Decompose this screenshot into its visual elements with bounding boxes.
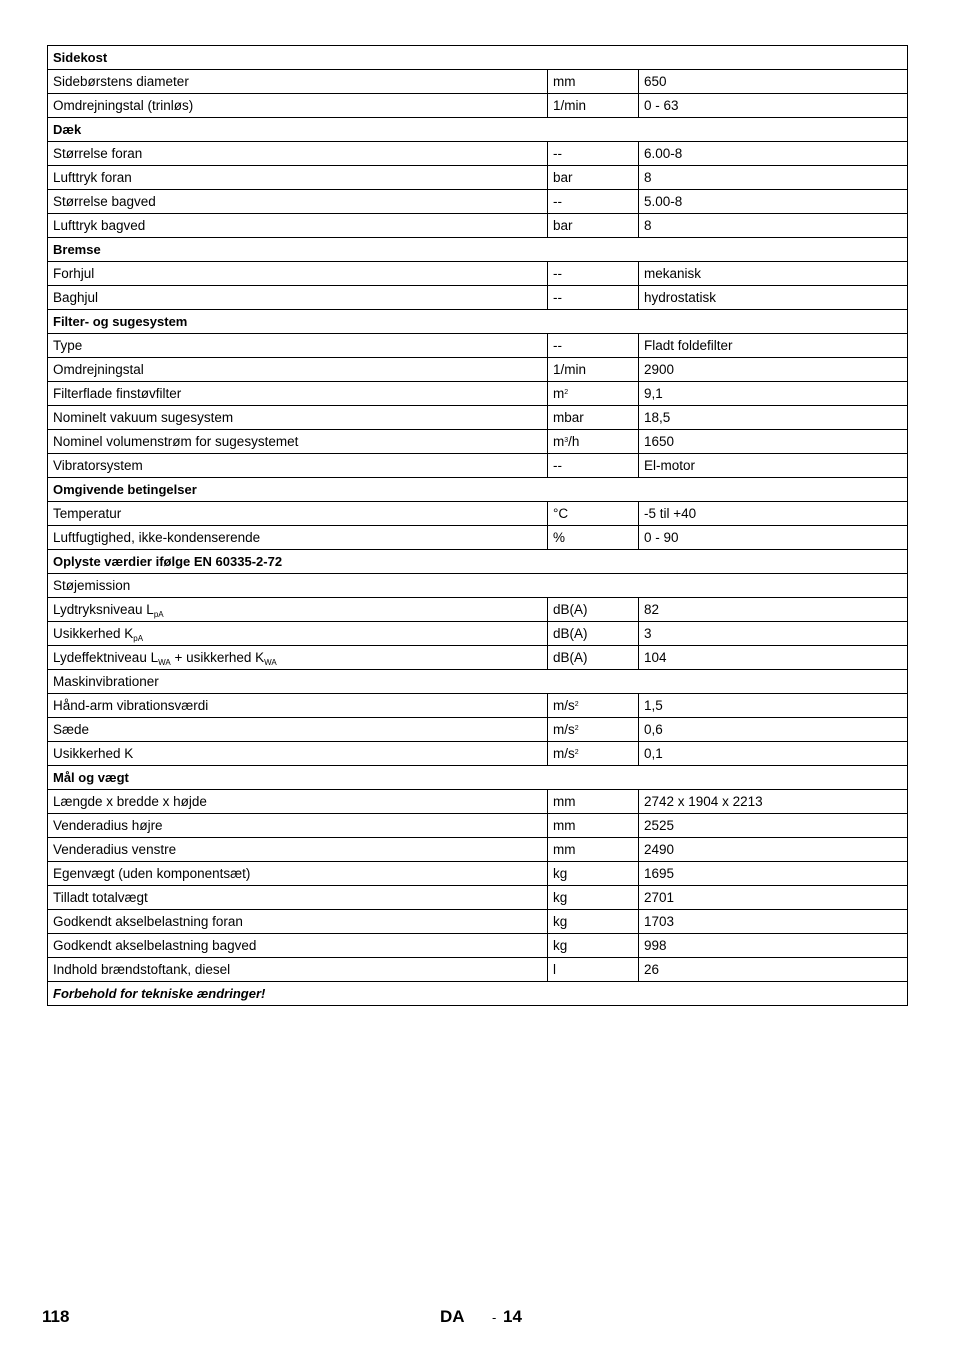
table-row <box>48 214 908 238</box>
label-text: + usikkerhed K <box>170 649 265 665</box>
label-subscript: WA <box>264 657 277 667</box>
spec-value: 26 <box>639 958 908 982</box>
table-row <box>48 358 908 382</box>
spec-label: Vibratorsystem <box>48 454 548 478</box>
table-row <box>48 70 908 94</box>
unit-base: m <box>553 385 565 401</box>
spec-value: 0 - 90 <box>639 526 908 550</box>
table-row <box>48 430 908 454</box>
spec-unit: mm <box>548 838 639 862</box>
unit-base: m/s <box>553 745 575 761</box>
spec-label: Størrelse foran <box>48 142 548 166</box>
table-row <box>48 694 908 718</box>
page-separator: - <box>492 1310 497 1325</box>
spec-unit: % <box>548 526 639 550</box>
table-row <box>48 142 908 166</box>
spec-label <box>48 646 548 670</box>
table-row <box>48 454 908 478</box>
spec-value: 8 <box>639 214 908 238</box>
spec-value: 2525 <box>639 814 908 838</box>
spec-label: Godkendt akselbelastning bagved <box>48 934 548 958</box>
spec-unit: dB(A) <box>548 622 639 646</box>
spec-label: Indhold brændstoftank, diesel <box>48 958 548 982</box>
spec-unit: dB(A) <box>548 646 639 670</box>
spec-value: 998 <box>639 934 908 958</box>
table-row <box>48 94 908 118</box>
label-subscript: pA <box>133 633 144 643</box>
table-row <box>48 958 908 982</box>
table-row <box>48 934 908 958</box>
spec-label: Lufttryk bagved <box>48 214 548 238</box>
section-heading: Omgivende betingelser <box>48 478 908 502</box>
spec-label: Forhjul <box>48 262 548 286</box>
table-row <box>48 598 908 622</box>
table-row <box>48 382 908 406</box>
spec-label: Omdrejningstal <box>48 358 548 382</box>
spec-value: -5 til +40 <box>639 502 908 526</box>
spec-unit: dB(A) <box>548 598 639 622</box>
spec-unit: l <box>548 958 639 982</box>
unit-base: m/s <box>553 697 575 713</box>
table-row <box>48 262 908 286</box>
spec-unit: -- <box>548 286 639 310</box>
page-number: 118 <box>42 1307 70 1326</box>
spec-label: Lufttryk foran <box>48 166 548 190</box>
table-row <box>48 46 908 70</box>
table-row <box>48 838 908 862</box>
unit-superscript: 2 <box>574 700 579 708</box>
unit-tail: /h <box>568 433 580 449</box>
spec-unit: kg <box>548 934 639 958</box>
spec-unit <box>548 742 639 766</box>
spec-label: Venderadius højre <box>48 814 548 838</box>
spec-label: Baghjul <box>48 286 548 310</box>
table-row <box>48 790 908 814</box>
section-heading: Sidekost <box>48 46 908 70</box>
subheading: Støjemission <box>48 574 908 598</box>
spec-unit: 1/min <box>548 358 639 382</box>
unit-superscript: 2 <box>574 724 579 732</box>
spec-label <box>48 622 548 646</box>
language-code: DA <box>440 1307 465 1326</box>
spec-value: Fladt foldefilter <box>639 334 908 358</box>
spec-unit: -- <box>548 262 639 286</box>
spec-value: 0,6 <box>639 718 908 742</box>
technical-data-table <box>47 45 908 1006</box>
spec-value: 9,1 <box>639 382 908 406</box>
spec-value: mekanisk <box>639 262 908 286</box>
spec-label: Egenvægt (uden komponentsæt) <box>48 862 548 886</box>
spec-value: El-motor <box>639 454 908 478</box>
spec-label: Størrelse bagved <box>48 190 548 214</box>
table-row <box>48 718 908 742</box>
spec-value: 2490 <box>639 838 908 862</box>
spec-unit: kg <box>548 910 639 934</box>
spec-label: Længde x bredde x højde <box>48 790 548 814</box>
spec-unit <box>548 694 639 718</box>
label-text: Usikkerhed K <box>53 625 134 641</box>
spec-label: Filterflade finstøvfilter <box>48 382 548 406</box>
table-row <box>48 982 908 1006</box>
spec-value: 18,5 <box>639 406 908 430</box>
label-text: Lydeffektniveau L <box>53 649 159 665</box>
spec-value: 82 <box>639 598 908 622</box>
spec-unit: bar <box>548 166 639 190</box>
footnote: Forbehold for tekniske ændringer! <box>48 982 908 1006</box>
table-row <box>48 406 908 430</box>
section-heading: Filter- og sugesystem <box>48 310 908 334</box>
section-heading: Oplyste værdier ifølge EN 60335-2-72 <box>48 550 908 574</box>
spec-value: 1,5 <box>639 694 908 718</box>
table-row <box>48 550 908 574</box>
spec-value: 6.00-8 <box>639 142 908 166</box>
spec-unit: °C <box>548 502 639 526</box>
unit-base: m/s <box>553 721 575 737</box>
spec-unit: mm <box>548 70 639 94</box>
table-row <box>48 478 908 502</box>
spec-unit <box>548 382 639 406</box>
section-heading: Mål og vægt <box>48 766 908 790</box>
spec-unit: mbar <box>548 406 639 430</box>
spec-label: Temperatur <box>48 502 548 526</box>
spec-value: 3 <box>639 622 908 646</box>
spec-unit: -- <box>548 190 639 214</box>
spec-value: 104 <box>639 646 908 670</box>
table-row <box>48 502 908 526</box>
spec-label: Venderadius venstre <box>48 838 548 862</box>
section-page-number: 14 <box>503 1307 522 1326</box>
spec-unit: -- <box>548 454 639 478</box>
section-heading: Bremse <box>48 238 908 262</box>
spec-label: Hånd-arm vibrationsværdi <box>48 694 548 718</box>
unit-superscript: 2 <box>574 748 579 756</box>
spec-value: hydrostatisk <box>639 286 908 310</box>
table-row <box>48 238 908 262</box>
spec-unit: 1/min <box>548 94 639 118</box>
spec-label: Omdrejningstal (trinløs) <box>48 94 548 118</box>
spec-value: 1695 <box>639 862 908 886</box>
spec-unit: -- <box>548 334 639 358</box>
table-row <box>48 574 908 598</box>
table-row <box>48 886 908 910</box>
table-row <box>48 166 908 190</box>
table-row <box>48 190 908 214</box>
table-row <box>48 334 908 358</box>
spec-unit: kg <box>548 862 639 886</box>
subheading: Maskinvibrationer <box>48 670 908 694</box>
spec-unit: mm <box>548 814 639 838</box>
table-row <box>48 862 908 886</box>
spec-value: 650 <box>639 70 908 94</box>
unit-base: m <box>553 433 565 449</box>
spec-unit <box>548 430 639 454</box>
spec-label: Nominelt vakuum sugesystem <box>48 406 548 430</box>
table-row <box>48 646 908 670</box>
spec-unit: mm <box>548 790 639 814</box>
unit-superscript: 2 <box>564 388 569 396</box>
spec-unit: bar <box>548 214 639 238</box>
spec-value: 2900 <box>639 358 908 382</box>
label-subscript: pA <box>153 609 164 619</box>
table-row <box>48 670 908 694</box>
spec-label: Sidebørstens diameter <box>48 70 548 94</box>
table-row <box>48 310 908 334</box>
unit-superscript: 3 <box>564 436 569 444</box>
spec-value: 1650 <box>639 430 908 454</box>
spec-label <box>48 598 548 622</box>
table-row <box>48 118 908 142</box>
spec-unit: kg <box>548 886 639 910</box>
spec-value: 8 <box>639 166 908 190</box>
spec-unit: -- <box>548 142 639 166</box>
spec-value: 0,1 <box>639 742 908 766</box>
spec-label: Type <box>48 334 548 358</box>
table-row <box>48 766 908 790</box>
spec-value: 2742 x 1904 x 2213 <box>639 790 908 814</box>
spec-label: Godkendt akselbelastning foran <box>48 910 548 934</box>
label-text: Lydtryksniveau L <box>53 601 154 617</box>
spec-label: Tilladt totalvægt <box>48 886 548 910</box>
spec-label: Sæde <box>48 718 548 742</box>
spec-value: 5.00-8 <box>639 190 908 214</box>
spec-value: 1703 <box>639 910 908 934</box>
table-row <box>48 286 908 310</box>
spec-label: Nominel volumenstrøm for sugesystemet <box>48 430 548 454</box>
table-row <box>48 910 908 934</box>
table-row <box>48 742 908 766</box>
label-subscript: WA <box>158 657 171 667</box>
table-row <box>48 622 908 646</box>
table-row <box>48 814 908 838</box>
spec-label: Luftfugtighed, ikke-kondenserende <box>48 526 548 550</box>
table-row <box>48 526 908 550</box>
technical-data-body <box>48 46 908 1006</box>
spec-value: 2701 <box>639 886 908 910</box>
section-heading: Dæk <box>48 118 908 142</box>
spec-value: 0 - 63 <box>639 94 908 118</box>
spec-label: Usikkerhed K <box>48 742 548 766</box>
spec-unit <box>548 718 639 742</box>
